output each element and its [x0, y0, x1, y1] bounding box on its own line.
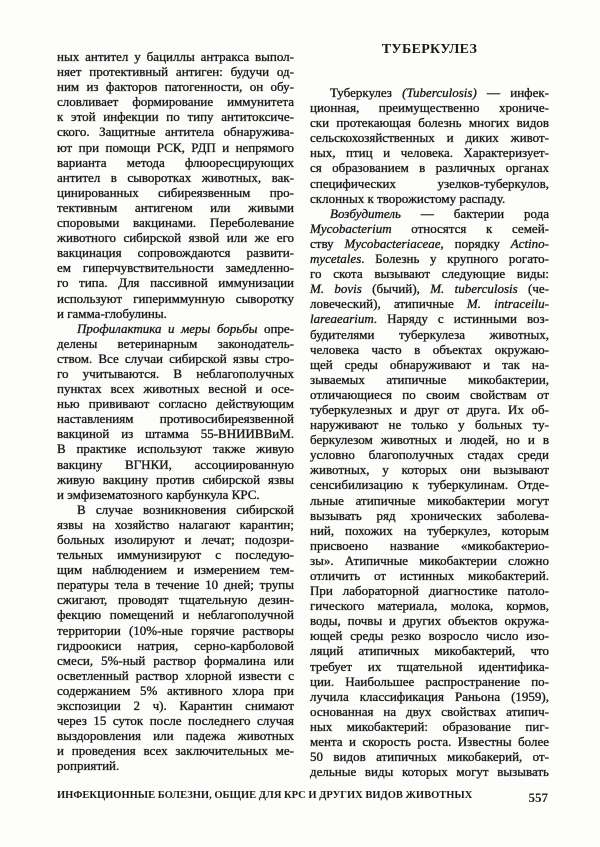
- text-line: фекцию помещений и неблагополучной: [57, 607, 294, 623]
- text-line: го учитываются. В неблагополучных: [57, 365, 294, 381]
- text-segment: — бактерии рода: [400, 205, 549, 221]
- text-line: туберкулезных и друг от друга. Их об-: [310, 401, 549, 417]
- text-line: льные атипичные микобактерии могут: [310, 492, 549, 508]
- text-line: присвоено название «микобактерио-: [310, 537, 549, 553]
- text-line: пунктах всех животных весной и осе-: [57, 381, 294, 397]
- text-line: [310, 85, 549, 100]
- section-title: ТУБЕРКУЛЕЗ: [381, 42, 478, 57]
- text-line: территории (10%-ные горячие растворы: [57, 622, 294, 638]
- text-line: ют при помощи РСК, РДП и непрямого: [57, 139, 294, 155]
- text-line: го скота вызывают следующие виды:: [310, 266, 549, 282]
- text-line: выздоровления или падежа животных: [57, 728, 294, 744]
- text-line: ных, птиц и человека. Характеризует-: [310, 145, 549, 161]
- text-line: вакцинация сопровождаются развити-: [57, 245, 294, 261]
- right-text-column: [310, 85, 549, 779]
- text-line: го типа. Для пассивной иммунизации: [57, 275, 294, 291]
- text-line: зываемых атипичные микобактерии,: [310, 371, 549, 387]
- text-line: 50 видов атипичных микобакерий, от-: [310, 749, 549, 765]
- italic-term: Mycobacteriaceae: [344, 235, 441, 251]
- text-line: [310, 311, 549, 326]
- text-line: вакцину ВГНКИ, ассоциированную: [57, 456, 294, 472]
- text-line: специфических узелков-туберкулов,: [310, 175, 549, 191]
- italic-term: lareaearium: [310, 311, 374, 327]
- page-number: 557: [528, 790, 548, 805]
- text-line: варианта метода флюоресцирующих: [57, 154, 294, 170]
- italic-term: Mycobacterium: [310, 220, 392, 236]
- text-line: ционная, преимущественно хрониче-: [310, 100, 549, 116]
- text-line: требует их тщательной идентифика-: [310, 658, 549, 674]
- text-line: В случае возникновения сибирской: [77, 501, 294, 517]
- text-line: цинированных сибиреязвенным про-: [57, 184, 294, 200]
- text-line: язвы на хозяйство налагают карантин;: [57, 516, 294, 532]
- text-line: мента и скорость роста. Известны более: [310, 734, 549, 750]
- text-segment: опре-: [257, 320, 294, 336]
- text-line: сельскохозяйственных и диких живот-: [310, 130, 549, 146]
- text-line: будителями туберкулеза животных,: [310, 326, 549, 342]
- italic-term: M. tuberculosis: [430, 281, 518, 297]
- italic-term: M. intraceilu-: [466, 296, 549, 312]
- text-line: живую вакцину против сибирской язвы: [57, 471, 294, 487]
- text-line: через 15 суток после последнего случая: [57, 713, 294, 729]
- paragraph: [57, 502, 294, 774]
- text-line: и эмфизематозного карбункула КРС.: [57, 486, 260, 502]
- text-line: [310, 281, 549, 296]
- text-line: наставлениям противосибиреязвенной: [57, 411, 294, 427]
- text-line: вызывать ряд хронических заболева-: [310, 507, 549, 523]
- text-line: дельные виды которых могут вызывать: [310, 764, 549, 780]
- text-line: гического материала, молока, кормов,: [310, 598, 549, 614]
- text-line: ных микобактерий: образование пиг-: [310, 718, 549, 734]
- text-line: человека часто в объектах окружаю-: [310, 341, 549, 357]
- text-line: тельных иммунизируют с последую-: [57, 547, 294, 563]
- text-segment: Туберкулез: [330, 85, 403, 100]
- text-segment: (бычий),: [361, 281, 431, 297]
- paragraph: [57, 49, 294, 321]
- text-line: [310, 296, 549, 311]
- text-line: больных изолируют и лечат; подозри-: [57, 532, 294, 547]
- text-line: антител в сыворотках животных, вак-: [57, 169, 294, 185]
- text-line: вакциной из штамма 55-ВНИИВВиМ.: [57, 426, 294, 442]
- text-line: смеси, 5%-ный раствор формалина или: [57, 652, 294, 668]
- text-line: делены ветеринарным законодатель-: [57, 335, 294, 351]
- text-line: ных антител у бациллы антракса выпол-: [57, 49, 294, 64]
- paragraph: [57, 321, 294, 502]
- text-line: [310, 236, 549, 251]
- text-line: наруживают не только у больных ту-: [310, 417, 549, 433]
- text-line: [310, 206, 549, 221]
- text-line: сенсибилизацию к туберкулинам. Отде-: [310, 477, 549, 493]
- text-line: нью прививают согласно действующим: [57, 396, 294, 412]
- text-line: ним из факторов патогенности, он обу-: [57, 79, 294, 95]
- text-line: тективным антигеном или живыми: [57, 199, 294, 215]
- text-line: ляций атипичных микобактерий, что: [310, 643, 549, 659]
- running-title: ИНФЕКЦИОННЫЕ БОЛЕЗНИ, ОБЩИЕ ДЛЯ КРС И ДРУГИХ ВИДОВ ЖИВОТНЫХ: [57, 790, 473, 801]
- italic-term: (Tuberculosis): [402, 85, 477, 100]
- text-line: роприятий.: [57, 758, 120, 774]
- italic-term: Возбудитель: [330, 205, 401, 221]
- italic-term: mycetales: [310, 251, 362, 267]
- text-line: и проведения всех заключительных ме-: [57, 743, 294, 759]
- text-line: условно благополучных стадах среди: [310, 447, 549, 463]
- text-line: ний, похожих на туберкулез, которым: [310, 522, 549, 538]
- left-text-column: [57, 49, 294, 774]
- paragraph: [310, 206, 549, 780]
- text-line: осветленный раствор хлорной извести с: [57, 667, 294, 683]
- text-segment: . Наряду с истинными воз-: [373, 311, 549, 327]
- text-line: гидроокиси натрия, серно-карболовой: [57, 637, 294, 653]
- text-line: ющей среды резко возросло число изо-: [310, 628, 549, 644]
- text-line: словливает формирование иммунитета: [57, 94, 294, 110]
- text-line: няет протективный антиген: будучи од-: [57, 64, 294, 80]
- text-segment: (че-: [517, 281, 549, 297]
- text-line: к этой инфекции по типу антитоксиче-: [57, 109, 294, 125]
- text-line: животного сибирской язвой или же его: [57, 230, 294, 246]
- text-segment: ству: [310, 235, 345, 251]
- text-line: щей среды обнаруживают и так на-: [310, 356, 549, 372]
- text-line: В практике используют также живую: [57, 441, 294, 457]
- text-line: сжигают, проводят тщательную дезин-: [57, 592, 294, 608]
- italic-term: Профилактика и меры борьбы: [77, 320, 258, 336]
- text-line: [310, 251, 549, 266]
- text-line: ского. Защитные антитела обнаружива-: [57, 124, 294, 140]
- text-line: пературы тела в течение 10 дней; трупы: [57, 577, 294, 593]
- paragraph: [310, 85, 549, 206]
- text-line: используют гипериммунную сыворотку: [57, 290, 294, 306]
- text-line: [310, 221, 549, 236]
- italic-term: Actino-: [510, 235, 549, 251]
- text-line: воды, почвы и других объектов окружа-: [310, 613, 549, 629]
- text-line: споровыми вакцинами. Переболевание: [57, 215, 294, 231]
- text-line: При лабораторной диагностике патоло-: [310, 583, 549, 599]
- page-footer: [57, 790, 548, 806]
- text-line: ски протекающая болезнь многих видов: [310, 115, 549, 131]
- text-line: ством. Все случаи сибирской язвы стро-: [57, 350, 294, 366]
- text-line: экспозиции 2 ч). Карантин снимают: [57, 698, 294, 714]
- text-segment: относятся к семей-: [391, 220, 549, 236]
- text-line: отличающиеся по своим свойствам от: [310, 386, 549, 402]
- text-line: отличить от истинных микобактерий.: [310, 568, 549, 583]
- text-line: и гамма-глобулины.: [57, 305, 167, 321]
- text-line: зы». Атипичные микобактерии сложно: [310, 552, 549, 568]
- text-line: ем гиперчувствительности замедленно-: [57, 260, 294, 276]
- text-line: основанная на двух свойствах атипич-: [310, 703, 549, 719]
- text-segment: . Болезнь у крупного рогато-: [361, 251, 549, 267]
- text-segment: — инфек-: [476, 85, 549, 100]
- text-line: лучила классификация Раньона (1959),: [310, 688, 549, 704]
- text-segment: ловеческий), атипичные: [310, 296, 467, 312]
- text-line: животных, у которых они вызывают: [310, 462, 549, 478]
- text-segment: , порядку: [440, 235, 511, 251]
- text-line: [57, 321, 294, 336]
- text-line: щим наблюдением и измерением тем-: [57, 562, 294, 578]
- text-line: беркулезом животных и людей, но и в: [310, 432, 549, 448]
- text-line: содержанием 5% активного хлора при: [57, 682, 294, 698]
- text-line: склонных к творожистому распаду.: [310, 190, 506, 206]
- text-line: ции. Наибольшее распространение по-: [310, 673, 549, 689]
- text-line: ся образованием в различных органах: [310, 160, 549, 176]
- italic-term: M. bovis: [310, 281, 362, 297]
